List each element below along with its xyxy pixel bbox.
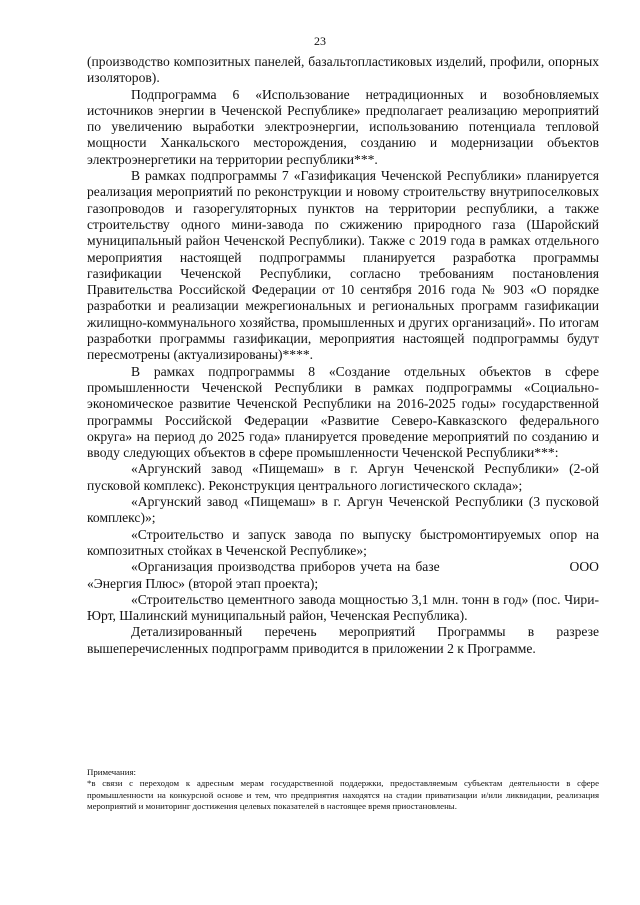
list-item-pishchemash-2: «Аргунский завод «Пищемаш» в г. Аргун Чеченской Республики» (2-ой пусковой комплекс). Реконструкция центрального логистического склада»; (87, 461, 599, 493)
paragraph-continuation: (производство композитных панелей, базальтопластиковых изделий, профили, опорных изоляторов). (87, 54, 599, 86)
footnote-text: *в связи с переходом к адресным мерам государственной поддержки, предоставляемым субъектам деятельности в сфере промышленности на конкурсной основе и тем, что предприятия находятся на стадии приватизации и/или ликвидации, реализация мероприятий и мониторинг достижения целевых показателей в настоящее время приостановлены. (87, 778, 599, 812)
footnotes-title: Примечания: (87, 767, 136, 777)
list-item-cement-plant: «Строительство цементного завода мощностью 3,1 млн. тонн в год» (пос. Чири-Юрт, Шалинский муниципальный район, Чеченская Республика). (87, 591, 599, 624)
document-body (87, 54, 603, 657)
paragraph-subprogram-8: В рамках подпрограммы 8 «Создание отдельных объектов в сфере промышленности Чеченской Республики в рамках подпрограммы «Социально-экономическое развитие Чеченской Республики на 2016-2025 годы» государственной программы Российской Федерации «Развитие Северо-Кавказского федерального округа» на период до 2025 года» планируется проведение мероприятий по созданию и вводу следующих объектов в сфере промышленности Чеченской Республики***: (87, 363, 599, 461)
list-item-metering-devices: «Организация производства приборов учета на базе ООО «Энергия Плюс» (второй этап проекта); (87, 559, 603, 591)
page-number: 23 (314, 34, 326, 48)
paragraph-subprogram-6: Подпрограмма 6 «Использование нетрадиционных и возобновляемых источников энергии в Чеченской Республике» предполагает реализацию мероприятий по увеличению выработки электроэнергии, использованию потенциала тепловой мощности Ханкальского месторождения, созданию и модернизации объектов электроэнергетики на территории республики***. (87, 86, 599, 167)
paragraph-subprogram-7: В рамках подпрограммы 7 «Газификация Чеченской Республики» планируется реализация мероприятий по реконструкции и новому строительству внутрипоселковых газопроводов и газорегуляторных пунктов на территории республики, а также строительству одного мини-завода по сжижению природного газа (Шаройский муниципальный район Чеченской Республики). Также с 2019 года в рамках отдельного мероприятия настоящей подпрограммы планируется разработка программы газификации Чеченской Республики, согласно требованиям постановления Правительства Российской Федерации от 10 сентября 2016 года № 903 «О порядке разработки и реализации межрегиональных и региональных программ газификации жилищно-коммунального хозяйства, промышленных и других организаций». По итогам разработки программы газификации, мероприятия настоящей подпрограммы будут пересмотрены (актуализированы)****. (87, 168, 599, 363)
list-item-pishchemash-3: «Аргунский завод «Пищемаш» в г. Аргун Чеченской Республики (3 пусковой комплекс)»; (87, 494, 599, 526)
footnotes (87, 767, 599, 813)
paragraph-detailed-list: Детализированный перечень мероприятий Программы в разрезе вышеперечисленных подпрограмм приводится в приложении 2 к Программе. (87, 624, 599, 656)
list-item-composite-poles: «Строительство и запуск завода по выпуску быстромонтируемых опор на композитных стойках в Чеченской Республике»; (87, 526, 599, 558)
